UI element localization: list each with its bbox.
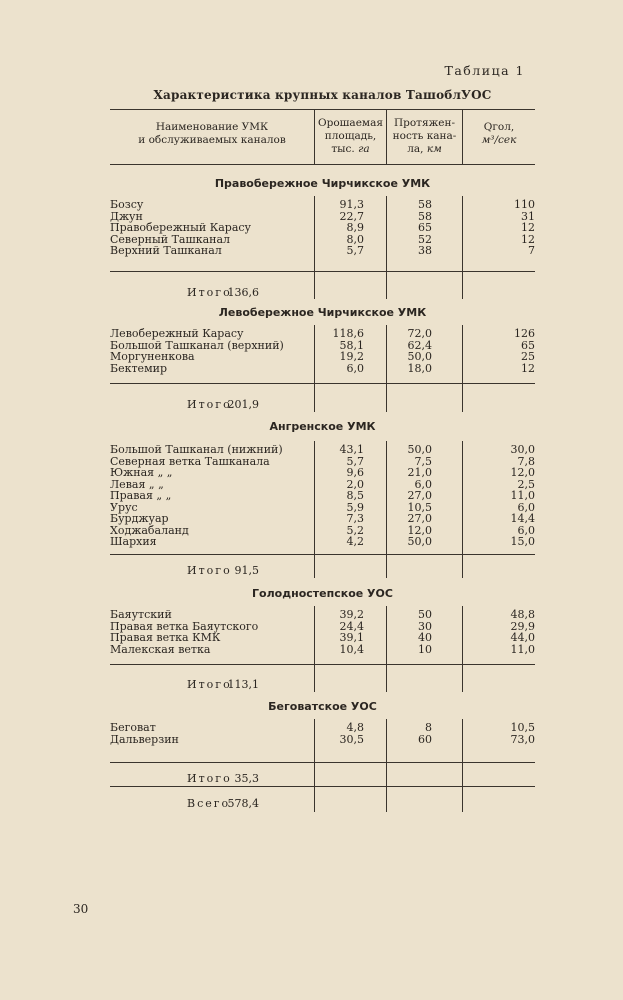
header-col-discharge — [463, 121, 535, 147]
table-row — [110, 444, 535, 456]
section-rows — [110, 199, 535, 257]
grand-total-rule — [110, 786, 535, 787]
canal-length: 10,5 — [407, 500, 432, 514]
section-total-label: Итого — [187, 678, 232, 691]
discharge: 15,0 — [510, 535, 535, 548]
discharge: 12 — [521, 361, 535, 375]
canal-name: Правая ветка Баяутского — [110, 619, 259, 633]
table-row — [110, 525, 535, 537]
canal-length: 58 — [418, 209, 432, 223]
table-title: Характеристика крупных каналов ТашоблУОС — [153, 88, 492, 102]
canal-length: 10 — [418, 642, 432, 656]
canal-length: 27,0 — [407, 512, 432, 525]
table-row — [110, 722, 535, 734]
section-total-value: 35,3 — [234, 772, 259, 785]
total-column-divider — [386, 664, 387, 692]
header-col-area-line2: площадь, — [324, 130, 377, 142]
irrigated-area: 10,4 — [339, 642, 364, 656]
discharge: 12 — [521, 232, 535, 246]
grand-total-value: 578,4 — [227, 797, 259, 810]
irrigated-area: 5,7 — [346, 244, 364, 257]
canal-length: 52 — [418, 232, 432, 246]
canal-name: Урус — [110, 500, 138, 514]
total-column-divider — [314, 762, 315, 786]
table-row — [110, 502, 535, 514]
column-divider — [386, 325, 387, 383]
canal-name: Беговат — [110, 721, 156, 734]
column-divider — [386, 719, 387, 762]
irrigated-area: 2,0 — [346, 477, 364, 491]
canal-name: Верхний Ташканал — [110, 244, 222, 257]
total-column-divider — [314, 383, 315, 412]
header-col-discharge-line2: м³/сек — [481, 134, 517, 146]
header-col-name — [112, 121, 312, 147]
table-row — [110, 644, 535, 656]
section-total-value: 91,5 — [234, 564, 259, 577]
irrigated-area: 39,1 — [339, 631, 364, 644]
section-rows — [110, 609, 535, 655]
column-divider — [314, 325, 315, 383]
section-total-value: 113,1 — [227, 678, 259, 691]
canal-length: 12,0 — [407, 523, 432, 537]
table-row — [110, 513, 535, 525]
canal-length: 50,0 — [407, 535, 432, 548]
total-column-divider — [314, 664, 315, 692]
section-total-label: Итого — [187, 398, 232, 411]
total-column-divider — [462, 383, 463, 412]
canal-name: Джун — [110, 209, 143, 223]
discharge: 14,4 — [510, 512, 535, 525]
canal-length: 50 — [418, 608, 432, 621]
discharge: 25 — [521, 350, 535, 363]
canal-length: 40 — [418, 631, 432, 644]
canal-name: Бурджуар — [110, 512, 169, 525]
irrigated-area: 30,5 — [339, 732, 364, 746]
total-column-divider — [462, 762, 463, 786]
irrigated-area: 24,4 — [339, 619, 364, 633]
irrigated-area: 5,9 — [346, 500, 364, 514]
irrigated-area: 4,8 — [346, 721, 364, 734]
table-label: Таблица 1 — [444, 63, 525, 78]
canal-name: Большой Ташканал (нижний) — [110, 443, 283, 456]
canal-length: 7,5 — [414, 454, 432, 468]
column-divider — [314, 719, 315, 762]
table-row — [110, 734, 535, 746]
table-row — [110, 467, 535, 479]
canal-name: Левая „ „ — [110, 477, 164, 491]
canal-name: Моргуненкова — [110, 350, 195, 363]
section-rows — [110, 722, 535, 745]
canal-name: Левобережный Карасу — [110, 327, 244, 340]
irrigated-area: 7,3 — [346, 512, 364, 525]
total-column-divider — [386, 554, 387, 578]
section-rows — [110, 328, 535, 374]
discharge: 29,9 — [510, 619, 535, 633]
table-row — [110, 363, 535, 375]
table-row — [110, 199, 535, 211]
section-title: Левобережное Чирчикское УМК — [218, 306, 427, 319]
canal-name: Южная „ „ — [110, 466, 173, 479]
grand-total-label: Всего — [187, 797, 231, 810]
discharge: 2,5 — [517, 477, 535, 491]
canal-length: 50,0 — [407, 350, 432, 363]
discharge: 11,0 — [510, 489, 535, 502]
canal-length: 72,0 — [407, 327, 432, 340]
total-column-divider — [314, 554, 315, 578]
section-total-rule — [110, 664, 535, 665]
irrigated-area: 9,6 — [346, 466, 364, 479]
canal-length: 62,4 — [407, 338, 432, 352]
canal-name: Северный Ташканал — [110, 232, 231, 246]
canal-length: 65 — [418, 221, 432, 234]
header-col-length-line3 — [387, 143, 462, 156]
section-total-label: Итого — [187, 772, 232, 785]
header-col-discharge-line1: Qгол, — [483, 121, 515, 133]
section-total-rule — [110, 554, 535, 555]
section-total-value: 136,6 — [227, 286, 259, 299]
discharge: 7 — [528, 244, 535, 257]
discharge: 6,0 — [517, 523, 535, 537]
grand-total-column-divider — [462, 786, 463, 812]
table-row — [110, 632, 535, 644]
total-column-divider — [386, 271, 387, 299]
page-number: 30 — [73, 902, 89, 916]
irrigated-area: 8,5 — [346, 489, 364, 502]
header-bottom-rule — [110, 164, 535, 165]
header-top-rule — [110, 109, 535, 110]
header-col-area — [315, 117, 386, 156]
column-divider — [386, 441, 387, 554]
section-total-rule — [110, 762, 535, 763]
canal-length: 30 — [418, 619, 432, 633]
canal-length: 18,0 — [407, 361, 432, 375]
canal-name: Дальверзин — [110, 732, 179, 746]
canal-name: Северная ветка Ташканала — [110, 454, 270, 468]
canal-name: Малекская ветка — [110, 642, 211, 656]
canal-length: 38 — [418, 244, 432, 257]
irrigated-area: 4,2 — [346, 535, 364, 548]
table-row — [110, 456, 535, 468]
header-col-name-line2: и обслуживаемых каналов — [138, 134, 286, 146]
canal-name: Бектемир — [110, 361, 167, 375]
table-row — [110, 536, 535, 548]
canal-name: Большой Ташканал (верхний) — [110, 338, 284, 352]
irrigated-area: 91,3 — [339, 198, 364, 211]
discharge: 31 — [521, 209, 535, 223]
total-column-divider — [314, 271, 315, 299]
section-title: Беговатское УОС — [268, 700, 377, 713]
canal-length: 6,0 — [414, 477, 432, 491]
discharge: 30,0 — [510, 443, 535, 456]
column-divider — [386, 196, 387, 271]
discharge: 65 — [521, 338, 535, 352]
discharge: 11,0 — [510, 642, 535, 656]
header-col-area-line1: Орошаемая — [318, 117, 383, 129]
discharge: 6,0 — [517, 500, 535, 514]
irrigated-area: 6,0 — [346, 361, 364, 375]
canal-name: Правая „ „ — [110, 489, 172, 502]
canal-length: 60 — [418, 732, 432, 746]
header-col-length-unit-prefix: ла, — [407, 143, 427, 155]
header-col-area-line3 — [315, 143, 386, 156]
total-column-divider — [386, 762, 387, 786]
column-divider — [462, 719, 463, 762]
canal-name: Шархия — [110, 535, 157, 548]
irrigated-area: 43,1 — [339, 443, 364, 456]
header-col-length-unit: км — [426, 143, 442, 155]
irrigated-area: 19,2 — [339, 350, 364, 363]
irrigated-area: 8,9 — [346, 221, 364, 234]
column-divider — [386, 606, 387, 664]
canal-name: Баяутский — [110, 608, 172, 621]
canal-name: Правобережный Карасу — [110, 221, 252, 234]
irrigated-area: 39,2 — [339, 608, 364, 621]
column-divider — [462, 325, 463, 383]
discharge: 7,8 — [517, 454, 535, 468]
header-col-name-line1: Наименование УМК — [155, 121, 269, 133]
irrigated-area: 5,7 — [346, 454, 364, 468]
discharge: 10,5 — [510, 721, 535, 734]
irrigated-area: 5,2 — [346, 523, 364, 537]
table-row — [110, 490, 535, 502]
header-col-length — [387, 117, 462, 156]
column-divider — [462, 196, 463, 271]
canal-name: Бозсу — [110, 198, 144, 211]
total-column-divider — [462, 271, 463, 299]
column-divider — [462, 441, 463, 554]
grand-total-column-divider — [314, 786, 315, 812]
section-total-label: Итого — [187, 286, 232, 299]
section-title: Голодностепское УОС — [252, 587, 393, 600]
section-total-value: 201,9 — [227, 398, 259, 411]
column-divider — [314, 606, 315, 664]
discharge: 126 — [514, 327, 535, 340]
discharge: 44,0 — [510, 631, 535, 644]
table-row — [110, 609, 535, 621]
section-total-label: Итого — [187, 564, 232, 577]
irrigated-area: 22,7 — [339, 209, 364, 223]
total-column-divider — [462, 664, 463, 692]
canal-length: 50,0 — [407, 443, 432, 456]
header-col-area-unit-prefix: тыс. — [331, 143, 359, 155]
table-row — [110, 479, 535, 491]
irrigated-area: 58,1 — [339, 338, 364, 352]
section-title: Правобережное Чирчикское УМК — [214, 177, 431, 190]
canal-name: Ходжабаланд — [110, 523, 189, 537]
grand-total-column-divider — [386, 786, 387, 812]
discharge: 12,0 — [510, 466, 535, 479]
header-col-area-unit: га — [358, 143, 370, 155]
table-row — [110, 351, 535, 363]
table-row — [110, 328, 535, 340]
total-column-divider — [386, 383, 387, 412]
column-divider — [314, 196, 315, 271]
column-divider — [462, 606, 463, 664]
section-total-rule — [110, 383, 535, 384]
header-col-length-line2: ность кана- — [392, 130, 457, 142]
section-rows — [110, 444, 535, 548]
discharge: 73,0 — [510, 732, 535, 746]
canal-length: 8 — [425, 721, 432, 734]
irrigated-area: 118,6 — [332, 327, 364, 340]
canal-length: 21,0 — [407, 466, 432, 479]
discharge: 12 — [521, 221, 535, 234]
column-divider — [314, 441, 315, 554]
total-column-divider — [462, 554, 463, 578]
table-row — [110, 245, 535, 257]
canal-length: 27,0 — [407, 489, 432, 502]
table-row — [110, 222, 535, 234]
discharge: 48,8 — [510, 608, 535, 621]
canal-length: 58 — [418, 198, 432, 211]
header-col-length-line1: Протяжен- — [393, 117, 456, 129]
discharge: 110 — [514, 198, 535, 211]
section-title: Ангренское УМК — [269, 420, 376, 433]
section-total-rule — [110, 271, 535, 272]
irrigated-area: 8,0 — [346, 232, 364, 246]
canal-name: Правая ветка КМК — [110, 631, 221, 644]
